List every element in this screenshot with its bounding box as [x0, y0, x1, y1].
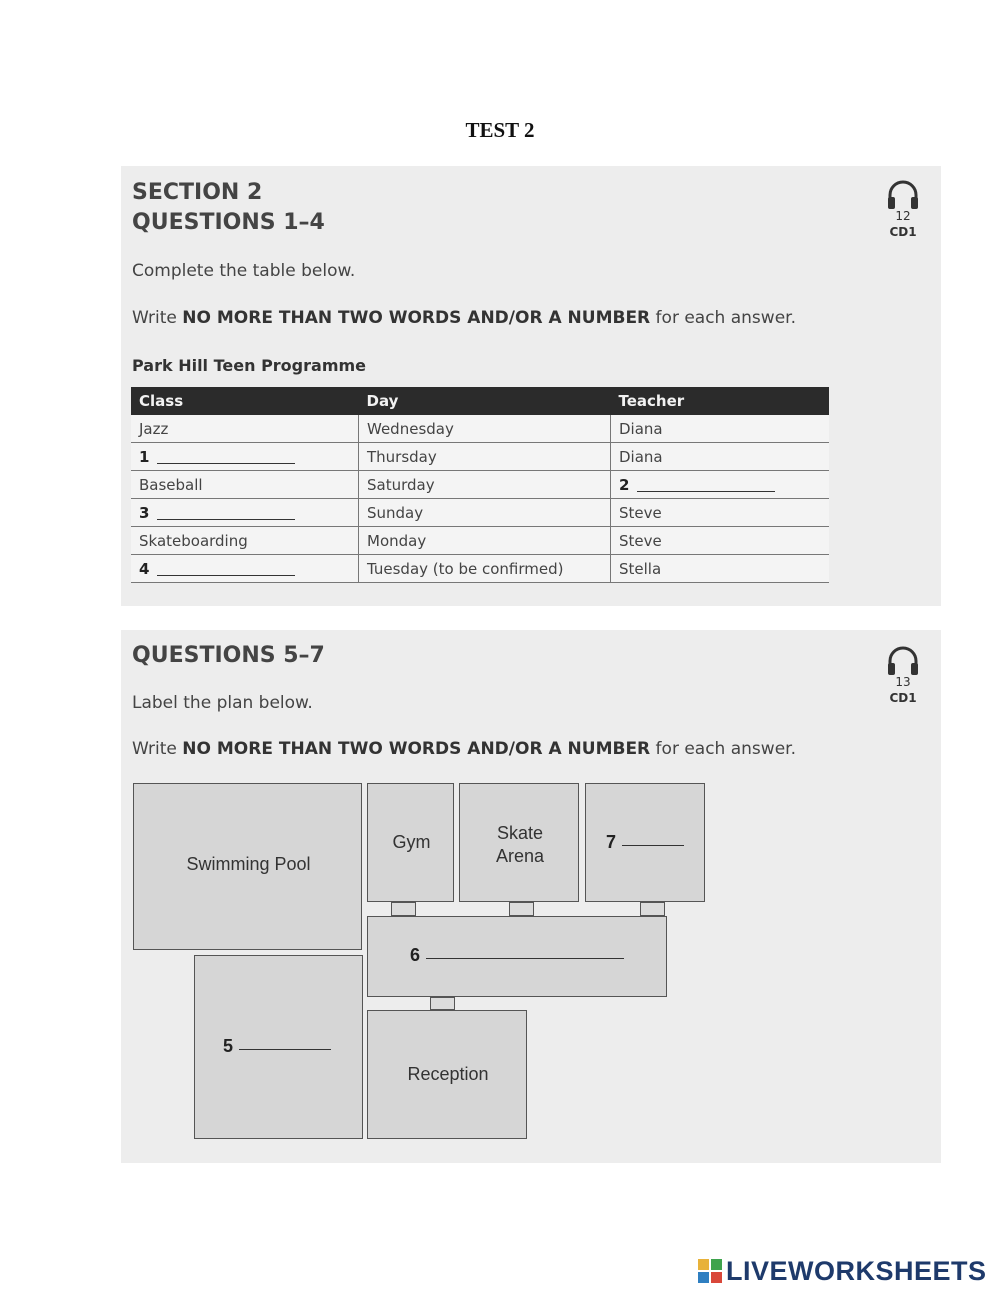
audio-cd-label: CD1 — [889, 691, 917, 705]
instruction-label-plan: Label the plan below. — [132, 693, 313, 713]
logo-text: LIVEWORKSHEETS — [726, 1255, 987, 1286]
room-q5 — [194, 955, 363, 1139]
instruction-text: Write — [132, 308, 183, 328]
corridor-room-q6 — [367, 916, 667, 997]
gym-room — [367, 783, 454, 902]
instruction-text: for each answer. — [650, 308, 796, 328]
section-heading — [132, 178, 325, 238]
gym-label: Gym — [392, 832, 431, 852]
instruction-text: Write — [132, 739, 183, 759]
question-number: 1 — [139, 447, 150, 466]
skate-arena-room — [459, 783, 579, 902]
headphones-icon — [885, 180, 921, 210]
instruction-complete-table: Complete the table below. — [132, 261, 356, 281]
answer-label-q7[interactable] — [606, 832, 684, 853]
table-row — [131, 527, 829, 555]
doorway — [430, 997, 455, 1010]
table-header-row — [131, 387, 829, 415]
logo-mark-icon — [698, 1259, 722, 1283]
day-cell: Monday — [359, 527, 611, 555]
section-title: SECTION 2 — [132, 180, 263, 205]
answer-blank[interactable] — [622, 845, 684, 846]
instruction-text: for each answer. — [650, 739, 796, 759]
class-cell: Baseball — [131, 471, 359, 499]
section-2-panel — [121, 166, 941, 606]
audio-track-badge — [883, 646, 923, 707]
class-cell: Skateboarding — [131, 527, 359, 555]
answer-cell-q3[interactable] — [131, 499, 359, 527]
skate-arena-label — [460, 822, 580, 868]
answer-label-q6[interactable] — [410, 945, 624, 966]
skate-arena-label-line: Skate — [496, 823, 544, 843]
audio-track-number: 12 — [895, 209, 911, 223]
questions-title: QUESTIONS 5–7 — [132, 643, 325, 668]
answer-cell-q2[interactable] — [611, 471, 830, 499]
instruction-bold: NO MORE THAN TWO WORDS AND/OR A NUMBER — [182, 739, 651, 759]
class-cell: Jazz — [131, 415, 359, 443]
doorway — [391, 902, 416, 916]
instruction-word-limit — [132, 308, 796, 328]
answer-blank[interactable] — [157, 519, 295, 520]
programme-table — [131, 387, 829, 583]
table-title: Park Hill Teen Programme — [132, 356, 367, 375]
day-cell: Tuesday (to be confirmed) — [359, 555, 611, 583]
table-row — [131, 471, 829, 499]
teacher-cell: Steve — [611, 527, 830, 555]
teacher-cell: Stella — [611, 555, 830, 583]
table-row — [131, 415, 829, 443]
doorway — [509, 902, 534, 916]
answer-label-q5[interactable] — [223, 1036, 331, 1057]
reception-room — [367, 1010, 527, 1139]
swimming-pool-label: Swimming Pool — [186, 854, 311, 874]
table-row — [131, 443, 829, 471]
instruction-bold: NO MORE THAN TWO WORDS AND/OR A NUMBER — [182, 308, 651, 328]
day-cell: Thursday — [359, 443, 611, 471]
audio-track-badge — [883, 180, 923, 241]
question-number: 2 — [619, 475, 630, 494]
headphones-icon — [885, 646, 921, 676]
question-number: 5 — [223, 1036, 234, 1056]
teacher-cell: Steve — [611, 499, 830, 527]
table-row — [131, 499, 829, 527]
teacher-cell: Diana — [611, 415, 830, 443]
page-title: TEST 2 — [465, 118, 535, 142]
answer-blank[interactable] — [239, 1049, 331, 1050]
questions-title: QUESTIONS 1–4 — [132, 210, 325, 235]
day-cell: Wednesday — [359, 415, 611, 443]
answer-blank[interactable] — [637, 491, 775, 492]
table-row — [131, 555, 829, 583]
answer-cell-q1[interactable] — [131, 443, 359, 471]
question-number: 7 — [606, 832, 617, 852]
answer-blank[interactable] — [157, 575, 295, 576]
teacher-cell: Diana — [611, 443, 830, 471]
day-cell: Sunday — [359, 499, 611, 527]
swimming-pool-room — [133, 783, 362, 950]
reception-label: Reception — [407, 1064, 489, 1084]
column-header-class: Class — [131, 387, 359, 415]
question-number: 4 — [139, 559, 150, 578]
questions-5-7-panel — [121, 630, 941, 1163]
audio-cd-label: CD1 — [889, 225, 917, 239]
audio-track-number: 13 — [895, 675, 911, 689]
skate-arena-label-line: Arena — [495, 846, 545, 866]
answer-blank[interactable] — [157, 463, 295, 464]
column-header-teacher: Teacher — [611, 387, 830, 415]
doorway — [640, 902, 665, 916]
question-number: 3 — [139, 503, 150, 522]
column-header-day: Day — [359, 387, 611, 415]
liveworksheets-logo[interactable] — [698, 1255, 987, 1287]
room-q7 — [585, 783, 705, 902]
answer-blank[interactable] — [426, 958, 624, 959]
day-cell: Saturday — [359, 471, 611, 499]
question-number: 6 — [410, 945, 421, 965]
answer-cell-q4[interactable] — [131, 555, 359, 583]
instruction-word-limit — [132, 739, 796, 759]
